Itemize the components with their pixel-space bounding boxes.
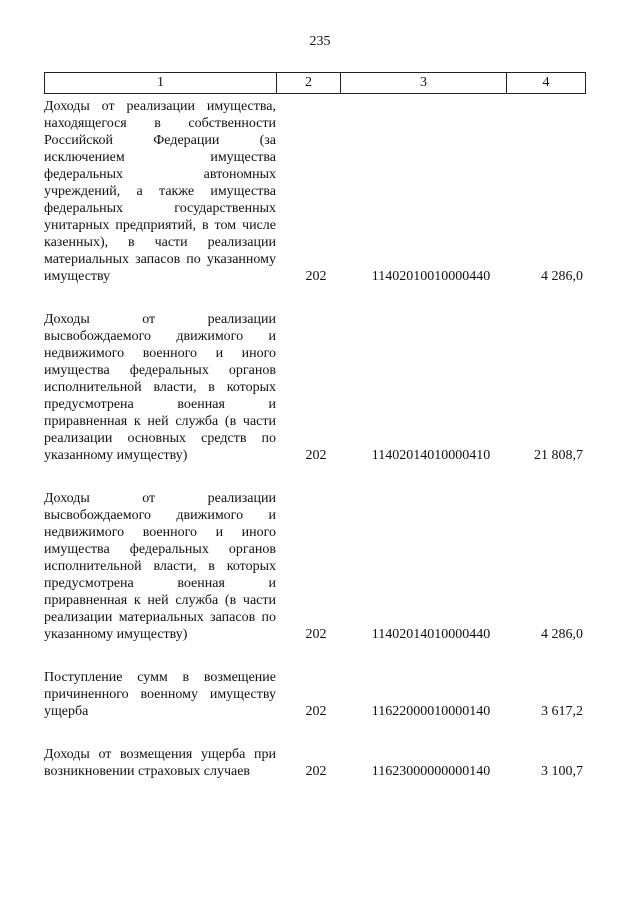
revenue-rows [44, 98, 585, 806]
row-name: Доходы от реализации имущества, находящегося в собственности Российской Федерации (за исключением имущества федеральных автономных учреждений, а также имущества федеральных государственных унитарных предприятий, в том числе казенных), в части реализации материальных запасов по указанному имуществу [44, 99, 276, 284]
row-budget-code: 11402014010000410 [371, 448, 491, 463]
row-admin-code: 202 [305, 269, 327, 284]
row-budget-code: 11402010010000440 [371, 269, 491, 284]
row-name: Доходы от реализации высвобождаемого движимого и недвижимого военного и иного имущества федеральных органов исполнительной власти, в которых предусмотрена военная и приравненная к ней служба (в части реализации материальных запасов по указанному имуществу) [44, 491, 276, 642]
column-header-2: 2 [277, 73, 341, 94]
row-budget-code: 11623000000000140 [371, 764, 491, 779]
column-header-row [45, 73, 586, 94]
row-name: Доходы от возмещения ущерба при возникновении страховых случаев [44, 747, 276, 779]
row-admin-code: 202 [305, 627, 327, 642]
row-name: Доходы от реализации высвобождаемого движимого и недвижимого военного и иного имущества федеральных органов исполнительной власти, в которых предусмотрена военная и приравненная к ней служба (в части реализации основных средств по указанному имуществу) [44, 312, 276, 463]
row-budget-code: 11402014010000440 [371, 627, 491, 642]
table-row [44, 311, 585, 464]
row-amount: 21 808,7 [534, 448, 583, 463]
table-row [44, 490, 585, 643]
row-amount: 3 100,7 [541, 764, 583, 779]
table-row [44, 746, 585, 780]
table-row [44, 669, 585, 720]
row-name: Поступление сумм в возмещение причиненного военному имуществу ущерба [44, 670, 276, 719]
column-header-3: 3 [341, 73, 507, 94]
page-number: 235 [309, 34, 331, 49]
row-amount: 3 617,2 [541, 704, 583, 719]
row-admin-code: 202 [305, 764, 327, 779]
row-admin-code: 202 [305, 448, 327, 463]
row-budget-code: 11622000010000140 [371, 704, 491, 719]
column-header-1: 1 [45, 73, 277, 94]
column-header-4: 4 [507, 73, 586, 94]
row-amount: 4 286,0 [541, 627, 583, 642]
row-amount: 4 286,0 [541, 269, 583, 284]
row-admin-code: 202 [305, 704, 327, 719]
column-header-table [44, 72, 586, 94]
table-row [44, 98, 585, 285]
